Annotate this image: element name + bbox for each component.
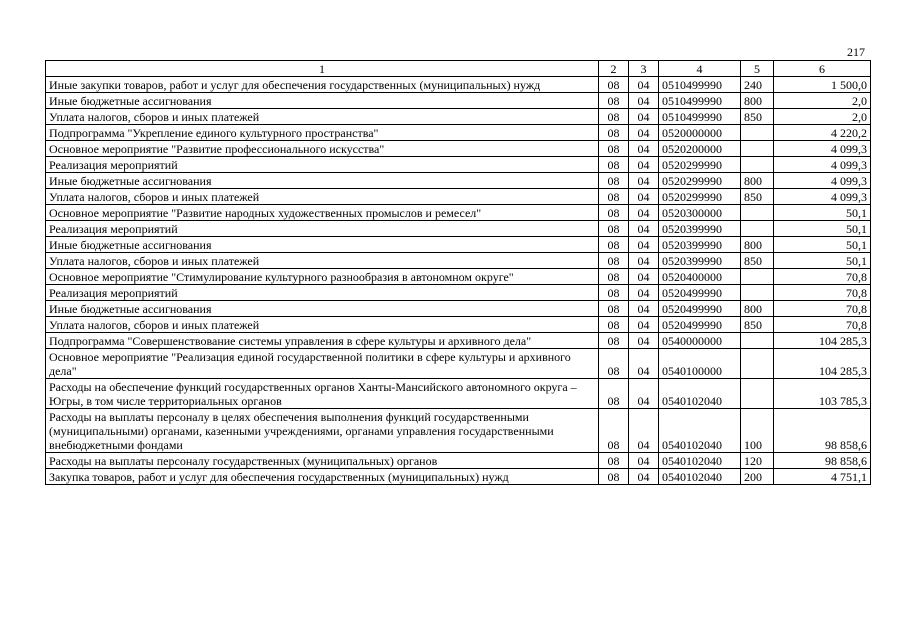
table-row: [46, 349, 871, 379]
row-target-article-cell: 0520300000: [659, 205, 741, 221]
row-subsection-cell: 04: [629, 93, 659, 109]
row-section-cell: 08: [599, 349, 629, 379]
row-amount-cell: 104 285,3: [774, 349, 871, 379]
row-expense-type-cell: [741, 333, 774, 349]
row-amount-cell: 4 099,3: [774, 141, 871, 157]
row-name-cell: Основное мероприятие "Развитие народных художественных промыслов и ремесел": [46, 205, 599, 221]
row-expense-type-cell: [741, 141, 774, 157]
row-section-cell: 08: [599, 469, 629, 485]
row-name-cell: Подпрограмма "Совершенствование системы управления в сфере культуры и архивного дела": [46, 333, 599, 349]
row-amount-cell: 4 220,2: [774, 125, 871, 141]
row-target-article-cell: 0520399990: [659, 253, 741, 269]
row-expense-type-cell: [741, 157, 774, 173]
row-amount-cell: 4 099,3: [774, 173, 871, 189]
table-body: [46, 77, 871, 485]
row-subsection-cell: 04: [629, 469, 659, 485]
table-row: [46, 333, 871, 349]
row-amount-cell: 70,8: [774, 317, 871, 333]
row-amount-cell: 2,0: [774, 93, 871, 109]
row-name-cell: Основное мероприятие "Развитие профессионального искусства": [46, 141, 599, 157]
table-row: [46, 237, 871, 253]
row-subsection-cell: 04: [629, 77, 659, 93]
row-subsection-cell: 04: [629, 379, 659, 409]
row-section-cell: 08: [599, 409, 629, 453]
row-section-cell: 08: [599, 253, 629, 269]
row-subsection-cell: 04: [629, 109, 659, 125]
row-expense-type-cell: 850: [741, 253, 774, 269]
row-subsection-cell: 04: [629, 301, 659, 317]
row-name-cell: Подпрограмма "Укрепление единого культурного пространства": [46, 125, 599, 141]
table-row: [46, 253, 871, 269]
table-row: [46, 173, 871, 189]
row-name-cell: Закупка товаров, работ и услуг для обеспечения государственных (муниципальных) нужд: [46, 469, 599, 485]
row-target-article-cell: 0540102040: [659, 453, 741, 469]
row-expense-type-cell: 850: [741, 317, 774, 333]
row-expense-type-cell: 240: [741, 77, 774, 93]
row-amount-cell: 98 858,6: [774, 453, 871, 469]
row-amount-cell: 70,8: [774, 269, 871, 285]
row-target-article-cell: 0520299990: [659, 173, 741, 189]
row-amount-cell: 4 099,3: [774, 189, 871, 205]
row-name-cell: Реализация мероприятий: [46, 285, 599, 301]
row-amount-cell: 98 858,6: [774, 409, 871, 453]
row-name-cell: Иные бюджетные ассигнования: [46, 301, 599, 317]
row-target-article-cell: 0540102040: [659, 469, 741, 485]
row-amount-cell: 50,1: [774, 253, 871, 269]
row-amount-cell: 103 785,3: [774, 379, 871, 409]
table-row: [46, 317, 871, 333]
row-expense-type-cell: 850: [741, 109, 774, 125]
row-section-cell: 08: [599, 173, 629, 189]
row-section-cell: 08: [599, 379, 629, 409]
row-name-cell: Уплата налогов, сборов и иных платежей: [46, 317, 599, 333]
row-subsection-cell: 04: [629, 317, 659, 333]
row-section-cell: 08: [599, 189, 629, 205]
row-name-cell: Расходы на выплаты персоналу в целях обеспечения выполнения функций государственными (муниципальными) органами, казенными учреждениями, органами управления государственными внебюджетными фондами: [46, 409, 599, 453]
row-section-cell: 08: [599, 285, 629, 301]
header-cell-4: 4: [659, 61, 741, 77]
row-subsection-cell: 04: [629, 205, 659, 221]
row-name-cell: Иные бюджетные ассигнования: [46, 237, 599, 253]
row-section-cell: 08: [599, 237, 629, 253]
row-name-cell: Уплата налогов, сборов и иных платежей: [46, 253, 599, 269]
row-subsection-cell: 04: [629, 285, 659, 301]
row-subsection-cell: 04: [629, 409, 659, 453]
row-amount-cell: 2,0: [774, 109, 871, 125]
row-name-cell: Расходы на обеспечение функций государственных органов Ханты-Мансийского автономного округа – Югры, в том числе территориальных органов: [46, 379, 599, 409]
table-row: [46, 157, 871, 173]
row-subsection-cell: 04: [629, 333, 659, 349]
row-name-cell: Реализация мероприятий: [46, 157, 599, 173]
row-expense-type-cell: [741, 205, 774, 221]
row-expense-type-cell: 800: [741, 93, 774, 109]
row-expense-type-cell: [741, 285, 774, 301]
row-subsection-cell: 04: [629, 269, 659, 285]
row-target-article-cell: 0540102040: [659, 409, 741, 453]
table-row: [46, 379, 871, 409]
row-name-cell: Основное мероприятие "Реализация единой государственной политики в сфере культуры и архивного дела": [46, 349, 599, 379]
row-target-article-cell: 0520299990: [659, 189, 741, 205]
row-target-article-cell: 0540102040: [659, 379, 741, 409]
header-row: [46, 61, 871, 77]
row-name-cell: Уплата налогов, сборов и иных платежей: [46, 109, 599, 125]
row-subsection-cell: 04: [629, 237, 659, 253]
row-target-article-cell: 0540100000: [659, 349, 741, 379]
row-target-article-cell: 0520399990: [659, 221, 741, 237]
row-target-article-cell: 0520499990: [659, 317, 741, 333]
row-subsection-cell: 04: [629, 221, 659, 237]
row-name-cell: Реализация мероприятий: [46, 221, 599, 237]
row-amount-cell: 4 751,1: [774, 469, 871, 485]
row-amount-cell: 70,8: [774, 285, 871, 301]
row-expense-type-cell: 850: [741, 189, 774, 205]
table-row: [46, 189, 871, 205]
row-amount-cell: 1 500,0: [774, 77, 871, 93]
row-expense-type-cell: [741, 269, 774, 285]
row-amount-cell: 50,1: [774, 221, 871, 237]
budget-table: [45, 60, 871, 485]
table-row: [46, 109, 871, 125]
row-expense-type-cell: 120: [741, 453, 774, 469]
table-row: [46, 93, 871, 109]
row-section-cell: 08: [599, 77, 629, 93]
row-expense-type-cell: 800: [741, 173, 774, 189]
page-number: 217: [847, 45, 865, 59]
row-subsection-cell: 04: [629, 349, 659, 379]
row-section-cell: 08: [599, 301, 629, 317]
row-target-article-cell: 0510499990: [659, 77, 741, 93]
row-section-cell: 08: [599, 141, 629, 157]
table-row: [46, 269, 871, 285]
header-cell-5: 5: [741, 61, 774, 77]
row-name-cell: Иные закупки товаров, работ и услуг для обеспечения государственных (муниципальных) нужд: [46, 77, 599, 93]
row-name-cell: Расходы на выплаты персоналу государственных (муниципальных) органов: [46, 453, 599, 469]
table-row: [46, 409, 871, 453]
row-expense-type-cell: 800: [741, 301, 774, 317]
header-cell-6: 6: [774, 61, 871, 77]
row-expense-type-cell: 200: [741, 469, 774, 485]
row-section-cell: 08: [599, 157, 629, 173]
table-row: [46, 469, 871, 485]
row-expense-type-cell: [741, 221, 774, 237]
row-amount-cell: 50,1: [774, 205, 871, 221]
table-row: [46, 301, 871, 317]
row-subsection-cell: 04: [629, 173, 659, 189]
table-row: [46, 141, 871, 157]
row-subsection-cell: 04: [629, 157, 659, 173]
row-section-cell: 08: [599, 221, 629, 237]
row-target-article-cell: 0510499990: [659, 93, 741, 109]
row-subsection-cell: 04: [629, 125, 659, 141]
row-section-cell: 08: [599, 109, 629, 125]
row-section-cell: 08: [599, 317, 629, 333]
table-row: [46, 221, 871, 237]
row-target-article-cell: 0510499990: [659, 109, 741, 125]
row-section-cell: 08: [599, 269, 629, 285]
table-row: [46, 285, 871, 301]
row-expense-type-cell: 100: [741, 409, 774, 453]
row-expense-type-cell: [741, 349, 774, 379]
table-row: [46, 453, 871, 469]
header-cell-2: 2: [599, 61, 629, 77]
header-cell-1: 1: [46, 61, 599, 77]
row-target-article-cell: 0520200000: [659, 141, 741, 157]
table-row: [46, 205, 871, 221]
row-target-article-cell: 0520499990: [659, 301, 741, 317]
row-target-article-cell: 0520400000: [659, 269, 741, 285]
row-target-article-cell: 0520000000: [659, 125, 741, 141]
row-expense-type-cell: [741, 125, 774, 141]
row-amount-cell: 70,8: [774, 301, 871, 317]
row-section-cell: 08: [599, 453, 629, 469]
row-amount-cell: 50,1: [774, 237, 871, 253]
row-subsection-cell: 04: [629, 189, 659, 205]
row-section-cell: 08: [599, 333, 629, 349]
header-cell-3: 3: [629, 61, 659, 77]
row-target-article-cell: 0520399990: [659, 237, 741, 253]
row-target-article-cell: 0520299990: [659, 157, 741, 173]
row-section-cell: 08: [599, 125, 629, 141]
row-expense-type-cell: [741, 379, 774, 409]
row-section-cell: 08: [599, 93, 629, 109]
row-name-cell: Основное мероприятие "Стимулирование культурного разнообразия в автономном округе": [46, 269, 599, 285]
row-subsection-cell: 04: [629, 453, 659, 469]
row-expense-type-cell: 800: [741, 237, 774, 253]
row-target-article-cell: 0520499990: [659, 285, 741, 301]
row-name-cell: Иные бюджетные ассигнования: [46, 173, 599, 189]
row-subsection-cell: 04: [629, 141, 659, 157]
row-amount-cell: 104 285,3: [774, 333, 871, 349]
row-section-cell: 08: [599, 205, 629, 221]
row-subsection-cell: 04: [629, 253, 659, 269]
row-name-cell: Уплата налогов, сборов и иных платежей: [46, 189, 599, 205]
row-name-cell: Иные бюджетные ассигнования: [46, 93, 599, 109]
table-row: [46, 77, 871, 93]
row-amount-cell: 4 099,3: [774, 157, 871, 173]
table-row: [46, 125, 871, 141]
row-target-article-cell: 0540000000: [659, 333, 741, 349]
